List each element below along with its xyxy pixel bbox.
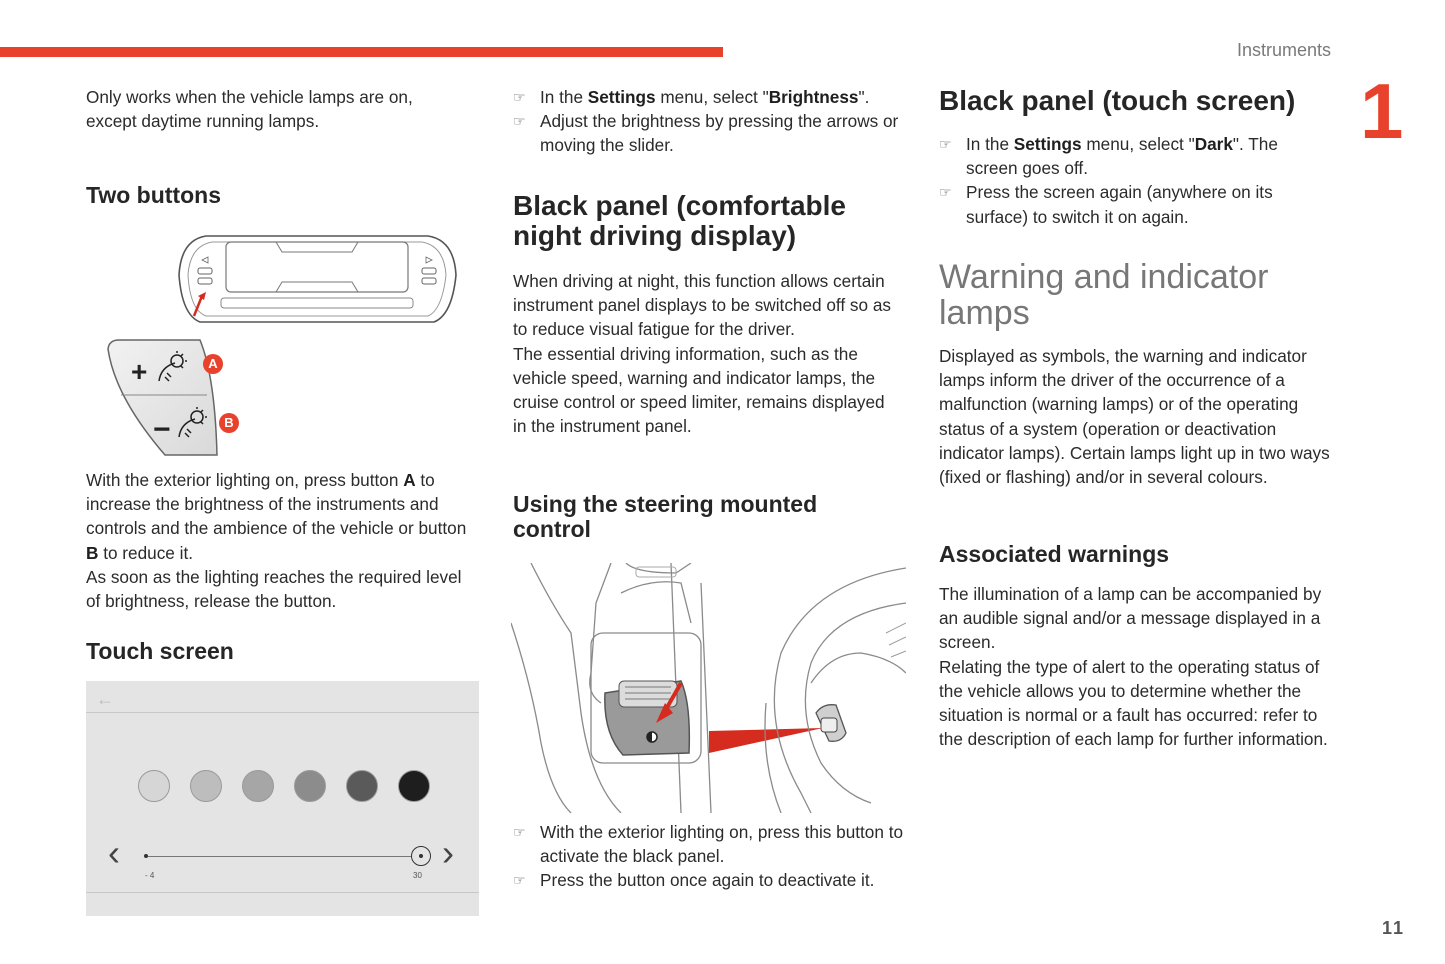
bullet-hand-icon: ☞	[513, 824, 526, 840]
steering-control-illustration	[511, 563, 906, 813]
step-select-dark: ☞ In the Settings menu, select "Dark". The screen goes off.	[939, 134, 1278, 179]
touch-screen-heading: Touch screen	[86, 638, 234, 664]
step-activate-black-panel: ☞ With the exterior lighting on, press this button to activate the black panel.	[513, 822, 904, 867]
para1-button-b: B	[86, 542, 99, 563]
slider-min-label: - 4	[145, 871, 155, 880]
screen-divider-top	[86, 712, 479, 713]
label-b-badge: B	[224, 415, 234, 430]
para2-text: As soon as the lighting reaches the required level of brightness, release the button.	[86, 566, 462, 612]
associated-warnings-heading: Associated warnings	[939, 541, 1170, 567]
associated-warnings-description	[939, 582, 1334, 751]
brightness-swatch[interactable]	[138, 770, 170, 802]
steering-steps	[513, 820, 908, 893]
para1-text-end: to reduce it.	[98, 542, 194, 563]
touch-black-panel-heading: Black panel (touch screen)	[939, 85, 1296, 116]
step-switch-on-again: ☞ Press the screen again (anywhere on its surface) to switch it on again.	[939, 182, 1273, 227]
brightness-swatch[interactable]	[294, 770, 326, 802]
svg-text:−: −	[153, 413, 171, 446]
para1-text-start: With the exterior lighting on, press button	[86, 470, 404, 490]
touch-screen-mockup	[86, 681, 479, 916]
black-panel-para1: When driving at night, this function allows certain instrument panel displays to be switched off so as to reduce visual fatigue for the driver.	[513, 271, 892, 340]
para1-button-a: A	[403, 470, 416, 490]
section-title: Instruments	[1236, 40, 1331, 60]
para1-text-middle: to increase the brightness of the instruments and controls and the ambience of the vehicle or button	[86, 470, 467, 539]
step-deactivate-black-panel: ☞ Press the button once again to deactivate it.	[513, 868, 908, 892]
touch-black-panel-steps	[939, 132, 1329, 229]
bullet-hand-icon: ☞	[939, 184, 952, 201]
screen-divider-bottom	[86, 892, 479, 893]
next-chevron-icon[interactable]: ›	[442, 832, 454, 873]
header-accent-bar	[0, 47, 723, 57]
settings-steps	[513, 85, 908, 158]
black-panel-para2: The essential driving information, such as the vehicle speed, warning and indicator lamps, the cruise control or speed limiter, remains displayed in the instrument panel.	[513, 343, 885, 437]
bullet-hand-icon: ☞	[513, 872, 526, 889]
steering-control-heading: Using the steering mounted control	[513, 491, 818, 542]
bullet-hand-icon: ☞	[513, 89, 526, 105]
brightness-slider-track[interactable]	[146, 856, 422, 857]
instrument-panel-illustration	[176, 230, 458, 330]
warning-lamps-heading: Warning and indicator lamps	[939, 258, 1269, 332]
brightness-slider-handle[interactable]	[411, 846, 431, 866]
two-buttons-heading: Two buttons	[86, 182, 221, 208]
bullet-hand-icon: ☞	[939, 136, 952, 152]
brightness-swatches	[138, 770, 438, 802]
black-panel-description	[513, 269, 898, 438]
page-number: 11	[1381, 918, 1405, 938]
warning-lamps-description: Displayed as symbols, the warning and indicator lamps inform the driver of the occurrence of a malfunction (warning lamps) or of the operating status of a system (operation or deactivation indicator lamps). Certain lamps light up in two ways (fixed or flashing) and/or in several colours.	[939, 346, 1330, 488]
associated-warnings-para1: The illumination of a lamp can be accompanied by an audible signal and/or a message displayed in a screen.	[939, 584, 1322, 653]
brightness-swatch[interactable]	[398, 770, 430, 802]
brightness-swatch[interactable]	[190, 770, 222, 802]
previous-chevron-icon[interactable]: ‹	[108, 832, 120, 873]
brightness-swatch[interactable]	[242, 770, 274, 802]
two-buttons-instructions	[86, 468, 474, 613]
label-a-badge: A	[208, 356, 218, 371]
step-adjust-brightness: ☞ Adjust the brightness by pressing the arrows or moving the slider.	[513, 111, 899, 156]
brightness-swatch[interactable]	[346, 770, 378, 802]
intro-text: Only works when the vehicle lamps are on, except daytime running lamps.	[86, 87, 413, 132]
brightness-buttons-illustration	[105, 337, 250, 459]
step-select-brightness: ☞ In the Settings menu, select "Brightness".	[513, 85, 908, 109]
chapter-number: 1	[1360, 67, 1404, 155]
associated-warnings-para2: Relating the type of alert to the operating status of the vehicle allows you to determine whether the situation is normal or a fault has occurred: refer to the description of each lamp for further information.	[939, 656, 1328, 750]
back-arrow-icon[interactable]: ←	[96, 689, 114, 709]
svg-text:+: +	[131, 356, 148, 387]
bullet-hand-icon: ☞	[513, 113, 526, 130]
black-panel-heading: Black panel (comfortable night driving display)	[513, 190, 846, 251]
slider-start-dot	[144, 854, 148, 858]
slider-max-label: 30	[413, 871, 422, 880]
